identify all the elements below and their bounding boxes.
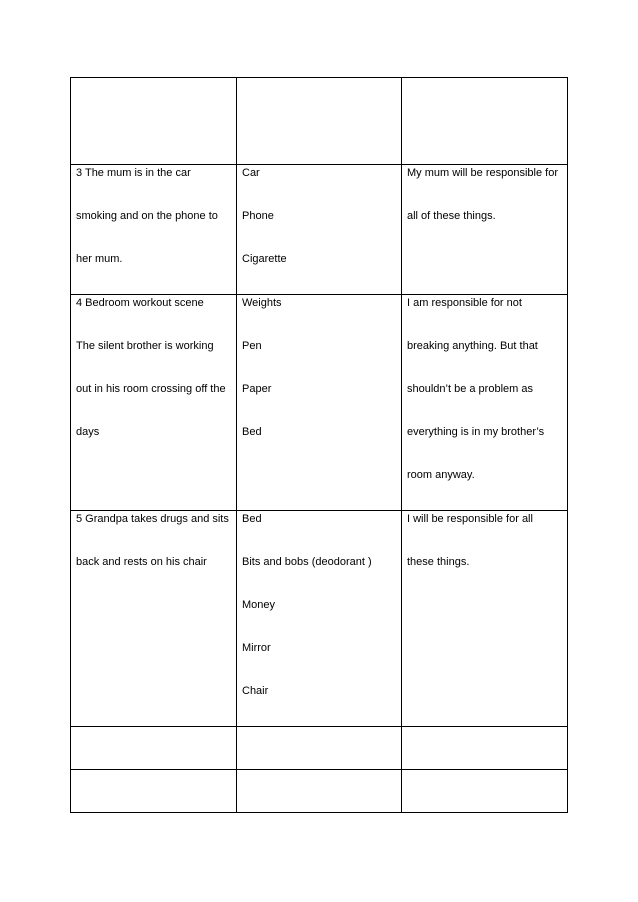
cell-line: 4 Bedroom workout scene bbox=[76, 297, 204, 309]
cell-line: I am responsible for not bbox=[407, 297, 522, 309]
scene-table bbox=[70, 77, 568, 813]
props-cell bbox=[237, 295, 402, 511]
table-row-empty bbox=[71, 727, 568, 770]
cell-line: Car bbox=[242, 167, 260, 179]
cell-line: Cigarette bbox=[242, 253, 287, 265]
cell-line: Phone bbox=[242, 210, 274, 222]
cell-line: The silent brother is working bbox=[76, 340, 214, 352]
empty-cell bbox=[237, 727, 402, 770]
props-cell bbox=[237, 511, 402, 727]
cell-line: Bed bbox=[242, 513, 262, 525]
table-row-scene-4 bbox=[71, 295, 568, 511]
cell-line: 5 Grandpa takes drugs and sits bbox=[76, 513, 229, 525]
empty-cell bbox=[237, 770, 402, 813]
table-row-empty bbox=[71, 770, 568, 813]
cell-line: all of these things. bbox=[407, 210, 496, 222]
cell-line: breaking anything. But that bbox=[407, 340, 538, 352]
cell-line: I will be responsible for all bbox=[407, 513, 533, 525]
empty-cell bbox=[71, 727, 237, 770]
cell-line: Chair bbox=[242, 685, 269, 697]
empty-cell bbox=[402, 727, 568, 770]
table-row-empty bbox=[71, 78, 568, 165]
cell-line: Paper bbox=[242, 383, 272, 395]
cell-line: Money bbox=[242, 599, 276, 611]
scene-description-cell bbox=[71, 511, 237, 727]
cell-line: Bits and bobs (deodorant ) bbox=[242, 556, 372, 568]
cell-line: My mum will be responsible for bbox=[407, 167, 558, 179]
cell-line: Pen bbox=[242, 340, 262, 352]
responsibility-cell bbox=[402, 295, 568, 511]
cell-line: shouldn’t be a problem as bbox=[407, 383, 533, 395]
cell-line: days bbox=[76, 426, 100, 438]
empty-cell bbox=[402, 770, 568, 813]
cell-line: Weights bbox=[242, 297, 282, 309]
cell-line: Bed bbox=[242, 426, 262, 438]
empty-cell bbox=[71, 770, 237, 813]
table-row-scene-3 bbox=[71, 165, 568, 295]
scene-description-cell bbox=[71, 295, 237, 511]
cell-line: her mum. bbox=[76, 253, 123, 265]
responsibility-cell bbox=[402, 511, 568, 727]
table-row-scene-5 bbox=[71, 511, 568, 727]
scene-description-cell bbox=[71, 165, 237, 295]
cell-line: room anyway. bbox=[407, 469, 475, 481]
props-cell bbox=[237, 165, 402, 295]
empty-cell bbox=[71, 78, 237, 165]
empty-cell bbox=[402, 78, 568, 165]
cell-line: smoking and on the phone to bbox=[76, 210, 218, 222]
cell-line: Mirror bbox=[242, 642, 271, 654]
cell-line: back and rests on his chair bbox=[76, 556, 207, 568]
cell-line: everything is in my brother’s bbox=[407, 426, 545, 438]
cell-line: out in his room crossing off the bbox=[76, 383, 226, 395]
cell-line: 3 The mum is in the car bbox=[76, 167, 191, 179]
cell-line: these things. bbox=[407, 556, 470, 568]
empty-cell bbox=[237, 78, 402, 165]
responsibility-cell bbox=[402, 165, 568, 295]
